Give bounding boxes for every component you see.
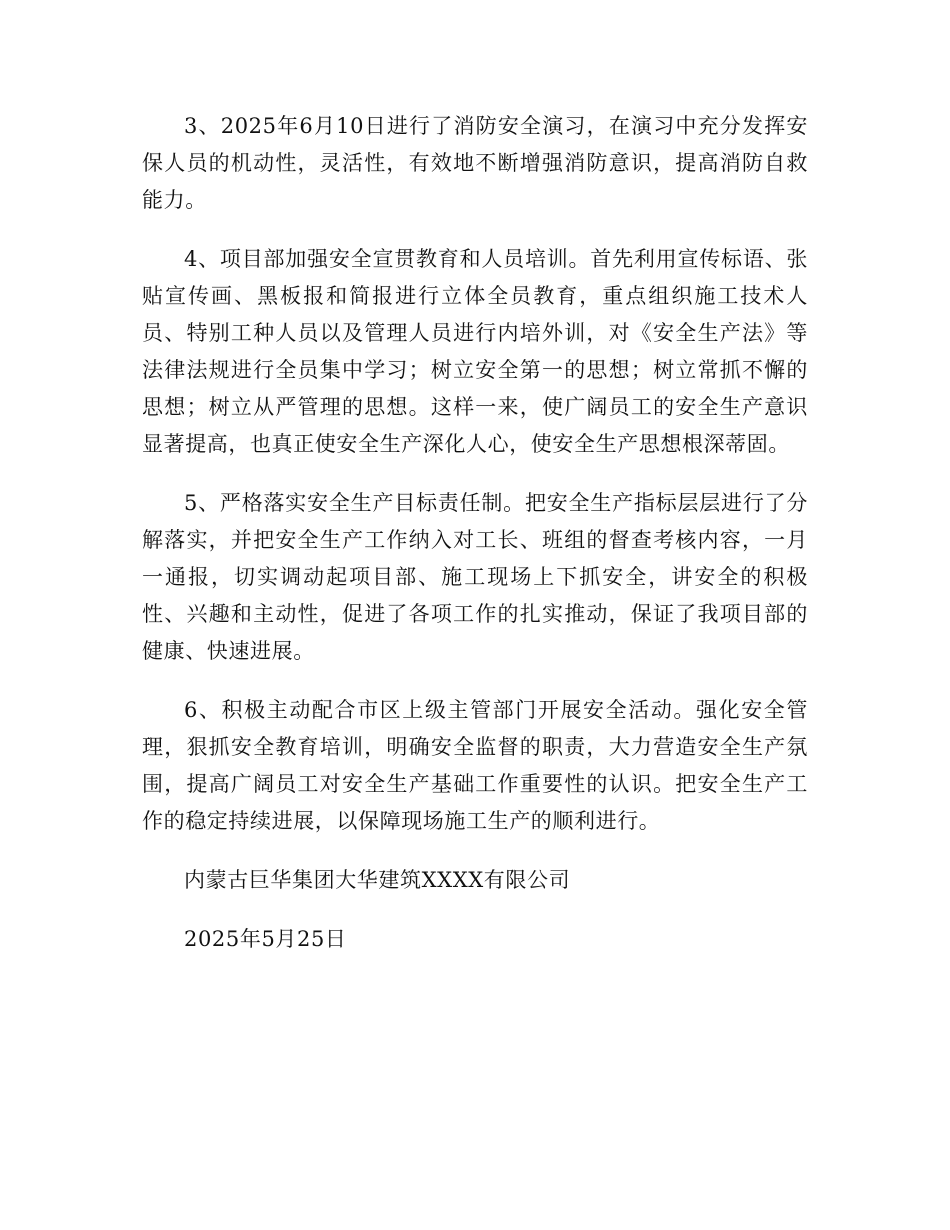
document-date: 2025年5月25日 (184, 927, 347, 951)
paragraph-item-5: 5、严格落实安全生产目标责任制。把安全生产指标层层进行了分解落实，并把安全生产工作纳入对工长、班组的督查考核内容，一月一通报，切实调动起项目部、施工现场上下抓安全，讲安全的积极性、兴趣和主动性，促进了各项工作的扎实推动，保证了我项目部的健康、快速进展。 (142, 491, 808, 663)
paragraph-item-3: 3、2025年6月10日进行了消防安全演习，在演习中充分发挥安保人员的机动性，灵活性，有效地不断增强消防意识，提高消防自救能力。 (142, 114, 808, 212)
paragraph-item-4: 4、项目部加强安全宣贯教育和人员培训。首先利用宣传标语、张贴宣传画、黑板报和简报进行立体全员教育，重点组织施工技术人员、特别工种人员以及管理人员进行内培外训，对《安全生产法》等法律法规进行全员集中学习；树立安全第一的思想；树立常抓不懈的思想；树立从严管理的思想。这样一来，使广阔员工的安全生产意识显著提高，也真正使安全生产深化人心，使安全生产思想根深蒂固。 (142, 247, 808, 456)
document-body (142, 108, 808, 958)
company-signature: 内蒙古巨华集团大华建筑XXXX有限公司 (184, 868, 571, 892)
paragraph-item-6: 6、积极主动配合市区上级主管部门开展安全活动。强化安全管理，狠抓安全教育培训，明确安全监督的职责，大力营造安全生产氛围，提高广阔员工对安全生产基础工作重要性的认识。把安全生产工作的稳定持续进展，以保障现场施工生产的顺利进行。 (142, 698, 808, 833)
